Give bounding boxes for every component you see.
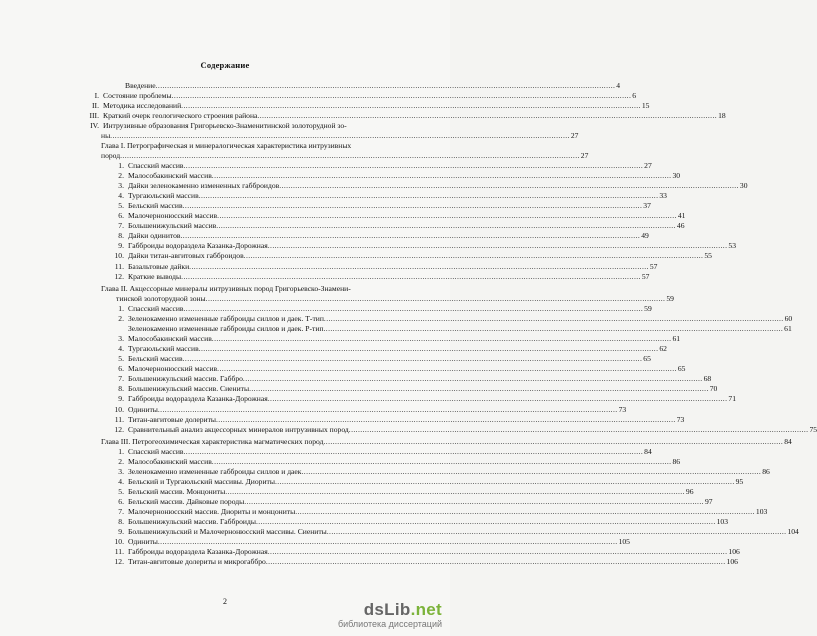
toc-leader-dots: ........................................................................................................................................................................................................: [198, 344, 659, 353]
toc-entry-title: пород: [101, 151, 121, 160]
toc-entry: [101, 131, 579, 141]
toc-entry-title: Одиниты: [128, 405, 158, 414]
watermark-logo-tld: .net: [410, 600, 442, 619]
toc-entry-number: 11.: [114, 547, 124, 556]
toc-entry: [118, 517, 729, 527]
toc-entry-number: 8.: [118, 231, 124, 240]
toc-leader-dots: ........................................................................................................................................................................................................: [323, 324, 784, 333]
toc-leader-dots: ........................................................................................................................................................................................................: [189, 262, 649, 271]
toc-entry-number: 2.: [118, 457, 124, 466]
toc-leader-dots: ........................................................................................................................................................................................................: [182, 354, 643, 363]
toc-entry-page: 86: [672, 457, 681, 466]
toc-entry: [118, 171, 681, 181]
toc-entry: [125, 81, 621, 91]
toc-leader-dots: ........................................................................................................................................................................................................: [182, 201, 643, 210]
toc-entry-page: 70: [709, 384, 718, 393]
toc-entry-title: Глава I. Петрографическая и минералогическая характеристика интрузивных: [101, 141, 352, 150]
toc-entry-number: 1.: [118, 447, 124, 456]
toc-entry: [118, 334, 681, 344]
toc-entry-title: Тургаюльский массив: [128, 344, 199, 353]
toc-entry-title: Малочернонюсский массив: [128, 211, 218, 220]
toc-entry: [101, 141, 404, 151]
toc-entry: [114, 251, 712, 261]
toc-entry: [101, 437, 792, 447]
toc-entry-title: Зеленокаменно измененные габброиды силлов и даек. Р-тип: [128, 324, 324, 333]
toc-entry: [118, 161, 652, 171]
toc-leader-dots: ........................................................................................................................................................................................................: [198, 191, 659, 200]
toc-entry-page: 46: [676, 221, 685, 230]
page-number: 2: [223, 597, 227, 606]
toc-entry-title: Большенижульский массив. Габброиды: [128, 517, 256, 526]
toc-entry-page: 33: [659, 191, 667, 200]
toc-leader-dots: ........................................................................................................................................................................................................: [301, 467, 762, 476]
toc-entry-title: Методика исследований: [103, 101, 182, 110]
watermark-subtitle: библиотека диссертаций: [337, 619, 442, 629]
toc-entry-page: 27: [570, 131, 579, 140]
toc-leader-dots: ........................................................................................................................................................................................................: [211, 171, 672, 180]
toc-leader-dots: ........................................................................................................................................................................................................: [255, 517, 716, 526]
toc-entry-page: 41: [677, 211, 686, 220]
toc-entry-page: 62: [659, 344, 667, 353]
toc-entry-title: Бельский массив. Монцониты: [128, 487, 226, 496]
toc-entry-page: 96: [685, 487, 694, 496]
toc-entry-title: Бельский и Тургаюльский массивы. Диориты: [128, 477, 275, 486]
toc-entry-number: 4.: [118, 477, 124, 486]
toc-entry-title: Габброиды водораздела Казанка-Дорожная: [128, 547, 268, 556]
toc-entry-title: Тургаюльский массив: [128, 191, 199, 200]
toc-entry-title: Малочернонюсский массив: [128, 364, 218, 373]
toc-entry-title: Габброиды водораздела Казанка-Дорожная: [128, 241, 268, 250]
toc-entry: [118, 314, 793, 324]
toc-entry-title: Глава III. Петрогеохимическая характеристика магматических пород: [101, 437, 324, 446]
toc-entry-title: Введение: [125, 81, 156, 90]
toc-entry-title: Бельский массив. Дайковые породы: [128, 497, 245, 506]
toc-entry-number: 7.: [118, 374, 124, 383]
toc-entry: [118, 384, 718, 394]
toc-leader-dots: ........................................................................................................................................................................................................: [110, 131, 570, 140]
toc-entry-number: 8.: [118, 384, 124, 393]
toc-entry-title: Бельский массив: [128, 354, 183, 363]
toc-entry-title: Спасский массив: [128, 447, 184, 456]
toc-entry-number: 5.: [118, 201, 124, 210]
toc-entry-page: 4: [616, 81, 621, 90]
toc-entry-title: Титан-авгитовые долериты: [128, 415, 216, 424]
toc-entry-page: 53: [728, 241, 736, 250]
toc-entry: [118, 231, 649, 241]
toc-leader-dots: ........................................................................................................................................................................................................: [323, 437, 784, 446]
page-title: Содержание: [200, 60, 250, 70]
toc-entry-title: Малособакинский массив: [128, 457, 212, 466]
toc-leader-dots: ........................................................................................................................................................................................................: [180, 231, 641, 240]
toc-entry-title: Зеленокаменно измененные габброиды силлов и даек: [128, 467, 302, 476]
toc-entry-title: Дайки зеленокаменно измененных габброидов: [128, 181, 280, 190]
toc-entry-number: 4.: [118, 344, 124, 353]
toc-entry: [118, 181, 748, 191]
toc-leader-dots: ........................................................................................................................................................................................................: [216, 415, 676, 424]
toc-entry-title: Титан-авгитовые долериты и микрогаббро: [128, 557, 266, 566]
toc-leader-dots: ........................................................................................................................................................................................................: [225, 487, 685, 496]
toc-entry-title: Большенижульский массив: [128, 221, 217, 230]
toc-entry-page: 86: [762, 467, 770, 476]
toc-entry-title: Глава II. Акцессорные минералы интрузивных пород Григорьевско-Знамени-: [101, 284, 351, 293]
toc-entry: [114, 537, 630, 547]
watermark-logo: [338, 601, 442, 629]
toc-entry: [114, 547, 740, 557]
toc-leader-dots: ........................................................................................................................................................................................................: [249, 384, 709, 393]
toc-entry-title: Габброиды водораздела Казанка-Дорожная: [128, 394, 268, 403]
toc-entry-page: 61: [672, 334, 681, 343]
toc-leader-dots: ........................................................................................................................................................................................................: [295, 507, 755, 516]
toc-entry-number: 3.: [118, 334, 124, 343]
toc-leader-dots: ........................................................................................................................................................................................................: [279, 181, 739, 190]
toc-entry-title: Сравнительный анализ акцессорных минералов интрузивных пород: [128, 425, 349, 434]
toc-entry-number: 12.: [114, 272, 124, 281]
toc-leader-dots: ........................................................................................................................................................................................................: [211, 334, 672, 343]
toc-entry-number: 7.: [118, 221, 124, 230]
toc-entry-page: 97: [704, 497, 713, 506]
toc-entry: [118, 211, 686, 221]
toc-entry-number: 5.: [118, 354, 124, 363]
toc-entry-number: 11.: [114, 262, 124, 271]
toc-leader-dots: ........................................................................................................................................................................................................: [157, 405, 618, 414]
toc-entry: [118, 374, 712, 384]
toc-entry-page: 65: [677, 364, 686, 373]
toc-entry-number: 5.: [118, 487, 124, 496]
toc-entry-page: 30: [739, 181, 748, 190]
toc-entry-page: 104: [787, 527, 799, 536]
toc-entry-number: 9.: [118, 394, 124, 403]
toc-leader-dots: ........................................................................................................................................................................................................: [274, 477, 735, 486]
toc-leader-dots: ........................................................................................................................................................................................................: [157, 537, 618, 546]
toc-entry-number: 7.: [118, 507, 124, 516]
toc-leader-dots: ........................................................................................................................................................................................................: [265, 557, 726, 566]
toc-entry-title: тинской золоторудной зоны: [116, 294, 206, 303]
toc-entry: [118, 497, 713, 507]
toc-entry-number: 2.: [118, 314, 124, 323]
toc-entry-page: 18: [718, 111, 726, 120]
toc-entry: [114, 272, 650, 282]
toc-leader-dots: ........................................................................................................................................................................................................: [217, 364, 677, 373]
toc-entry-page: 49: [641, 231, 649, 240]
toc-entry-page: 59: [644, 304, 652, 313]
toc-entry-page: 73: [618, 405, 627, 414]
toc-entry-page: 84: [784, 437, 792, 446]
toc-entry: [118, 477, 744, 487]
toc-entry-number: III.: [89, 111, 99, 120]
toc-entry-title: Зеленокаменно измененные габброиды силлов и даек. Т-тип: [128, 314, 324, 323]
toc-entry-title: Интрузивные образования Григорьевско-Знаменитинской золоторудной зо-: [103, 121, 347, 130]
toc-leader-dots: ........................................................................................................................................................................................................: [181, 272, 641, 281]
toc-entry-page: 60: [784, 314, 793, 323]
toc-entry: [116, 294, 674, 304]
toc-entry: [118, 304, 652, 314]
toc-entry-number: 4.: [118, 191, 124, 200]
toc-entry-number: 12.: [114, 557, 124, 566]
toc-entry-number: 6.: [118, 211, 124, 220]
toc-entry-number: 6.: [118, 364, 124, 373]
toc-leader-dots: ........................................................................................................................................................................................................: [244, 497, 704, 506]
toc-entry-page: 65: [643, 354, 651, 363]
toc-entry: [118, 201, 651, 211]
toc-leader-dots: ........................................................................................................................................................................................................: [267, 547, 728, 556]
toc-entry-title: Краткий очерк геологического строения района: [103, 111, 258, 120]
toc-entry: [114, 405, 627, 415]
toc-entry-page: 30: [672, 171, 681, 180]
toc-entry-number: 10.: [114, 405, 124, 414]
toc-entry-number: IV.: [90, 121, 99, 130]
toc-entry-title: Состояние проблемы: [103, 91, 172, 100]
toc-entry-number: 10.: [114, 251, 124, 260]
toc-entry: [118, 241, 736, 251]
toc-entry-page: 27: [644, 161, 652, 170]
toc-entry: [118, 457, 681, 467]
toc-entry: [94, 91, 637, 101]
toc-entry-page: 106: [728, 547, 740, 556]
toc-entry-number: 10.: [114, 537, 124, 546]
toc-leader-dots: ........................................................................................................................................................................................................: [326, 527, 787, 536]
toc-leader-dots: ........................................................................................................................................................................................................: [205, 294, 666, 303]
toc-entry: [118, 221, 685, 231]
toc-leader-dots: ........................................................................................................................................................................................................: [183, 304, 644, 313]
toc-entry: [118, 507, 768, 517]
toc-entry-page: 95: [735, 477, 744, 486]
toc-entry-page: 6: [632, 91, 637, 100]
toc-entry: [114, 415, 685, 425]
toc-leader-dots: ........................................................................................................................................................................................................: [267, 394, 728, 403]
toc-entry-title: Базальтовые дайки: [128, 262, 190, 271]
toc-leader-dots: ........................................................................................................................................................................................................: [216, 221, 676, 230]
toc-entry-title: Большенижульский массив. Габбро: [128, 374, 243, 383]
toc-entry-page: 103: [755, 507, 768, 516]
toc-entry-page: 103: [716, 517, 729, 526]
toc-entry-page: 71: [728, 394, 736, 403]
toc-entry-page: 84: [644, 447, 652, 456]
toc-entry: [118, 527, 799, 537]
toc-entry-number: 1.: [118, 304, 124, 313]
toc-entry: [118, 487, 694, 497]
toc-entry-number: 11.: [114, 415, 124, 424]
toc-entry-page: 61: [784, 324, 792, 333]
toc-entry-number: II.: [92, 101, 99, 110]
toc-entry-number: 2.: [118, 171, 124, 180]
toc-entry-number: 3.: [118, 467, 124, 476]
toc-entry-number: 8.: [118, 517, 124, 526]
toc-entry: [89, 111, 726, 121]
toc-leader-dots: ........................................................................................................................................................................................................: [211, 457, 672, 466]
toc-entry-number: 1.: [118, 161, 124, 170]
toc-entry-number: I.: [94, 91, 99, 100]
toc-entry-number: 6.: [118, 497, 124, 506]
toc-leader-dots: ........................................................................................................................................................................................................: [183, 447, 644, 456]
toc-entry-page: 75: [809, 425, 817, 434]
toc-entry: [118, 467, 770, 477]
toc-entry: [114, 262, 658, 272]
toc-entry-title: Малособакинский массив: [128, 334, 212, 343]
toc-entry-number: 3.: [118, 181, 124, 190]
toc-entry-title: Спасский массив: [128, 304, 184, 313]
toc-entry-title: Дайки титан-авгитовых габброидов: [128, 251, 244, 260]
toc-leader-dots: ........................................................................................................................................................................................................: [257, 111, 718, 120]
toc-entry-page: 15: [641, 101, 650, 110]
toc-entry-number: 9.: [118, 241, 124, 250]
toc-entry: [101, 151, 589, 161]
toc-entry: [118, 354, 651, 364]
toc-entry-title: ны: [101, 131, 111, 140]
toc-entry: [118, 447, 652, 457]
toc-entry-page: 57: [649, 262, 658, 271]
toc-entry-page: 68: [703, 374, 712, 383]
toc-entry-title: Одиниты: [128, 537, 158, 546]
toc-entry-page: 106: [726, 557, 738, 566]
toc-entry: [118, 344, 667, 354]
watermark-logo-text: [338, 601, 442, 619]
toc-entry-page: 37: [643, 201, 651, 210]
toc-entry-page: 105: [618, 537, 630, 546]
toc-entry-page: 55: [704, 251, 712, 260]
toc-entry: [114, 557, 738, 567]
toc-leader-dots: ........................................................................................................................................................................................................: [217, 211, 677, 220]
toc-entry-page: 59: [666, 294, 674, 303]
toc-leader-dots: ........................................................................................................................................................................................................: [267, 241, 728, 250]
toc-entry-title: Краткие выводы: [128, 272, 182, 281]
toc-leader-dots: ........................................................................................................................................................................................................: [323, 314, 784, 323]
toc-entry: [128, 324, 792, 334]
toc-entry-title: Малочернонюсский массив. Диориты и монцониты: [128, 507, 296, 516]
toc-entry-number: 9.: [118, 527, 124, 536]
toc-entry: [118, 394, 736, 404]
toc-leader-dots: ........................................................................................................................................................................................................: [183, 161, 644, 170]
toc-leader-dots: ........................................................................................................................................................................................................: [155, 81, 616, 90]
toc-entry-page: 27: [580, 151, 589, 160]
toc-entry-title: Большенижульский и Малочернонюсский массивы. Сиениты: [128, 527, 327, 536]
toc-entry: [118, 191, 667, 201]
toc-entry-page: 73: [676, 415, 685, 424]
toc-leader-dots: ........................................................................................................................................................................................................: [243, 251, 704, 260]
toc-leader-dots: ........................................................................................................................................................................................................: [242, 374, 703, 383]
toc-entry: [114, 425, 817, 435]
toc-leader-dots: ........................................................................................................................................................................................................: [120, 151, 580, 160]
toc-entry-title: Спасский массив: [128, 161, 184, 170]
toc-entry-title: Малособакинский массив: [128, 171, 212, 180]
toc-leader-dots: ........................................................................................................................................................................................................: [171, 91, 632, 100]
toc-entry-title: Бельский массив: [128, 201, 183, 210]
toc-entry-number: 12.: [114, 425, 124, 434]
toc-entry: [101, 284, 404, 294]
toc-leader-dots: ........................................................................................................................................................................................................: [348, 425, 809, 434]
toc-leader-dots: ........................................................................................................................................................................................................: [181, 101, 641, 110]
watermark-logo-main: dsLib: [363, 600, 411, 619]
toc-entry-page: 57: [641, 272, 650, 281]
toc-entry-title: Большенижульский массив. Сиениты: [128, 384, 250, 393]
toc-entry: [92, 101, 650, 111]
toc-entry: [90, 121, 404, 131]
toc-entry-title: Дайки одинитов: [128, 231, 181, 240]
toc-entry: [118, 364, 686, 374]
